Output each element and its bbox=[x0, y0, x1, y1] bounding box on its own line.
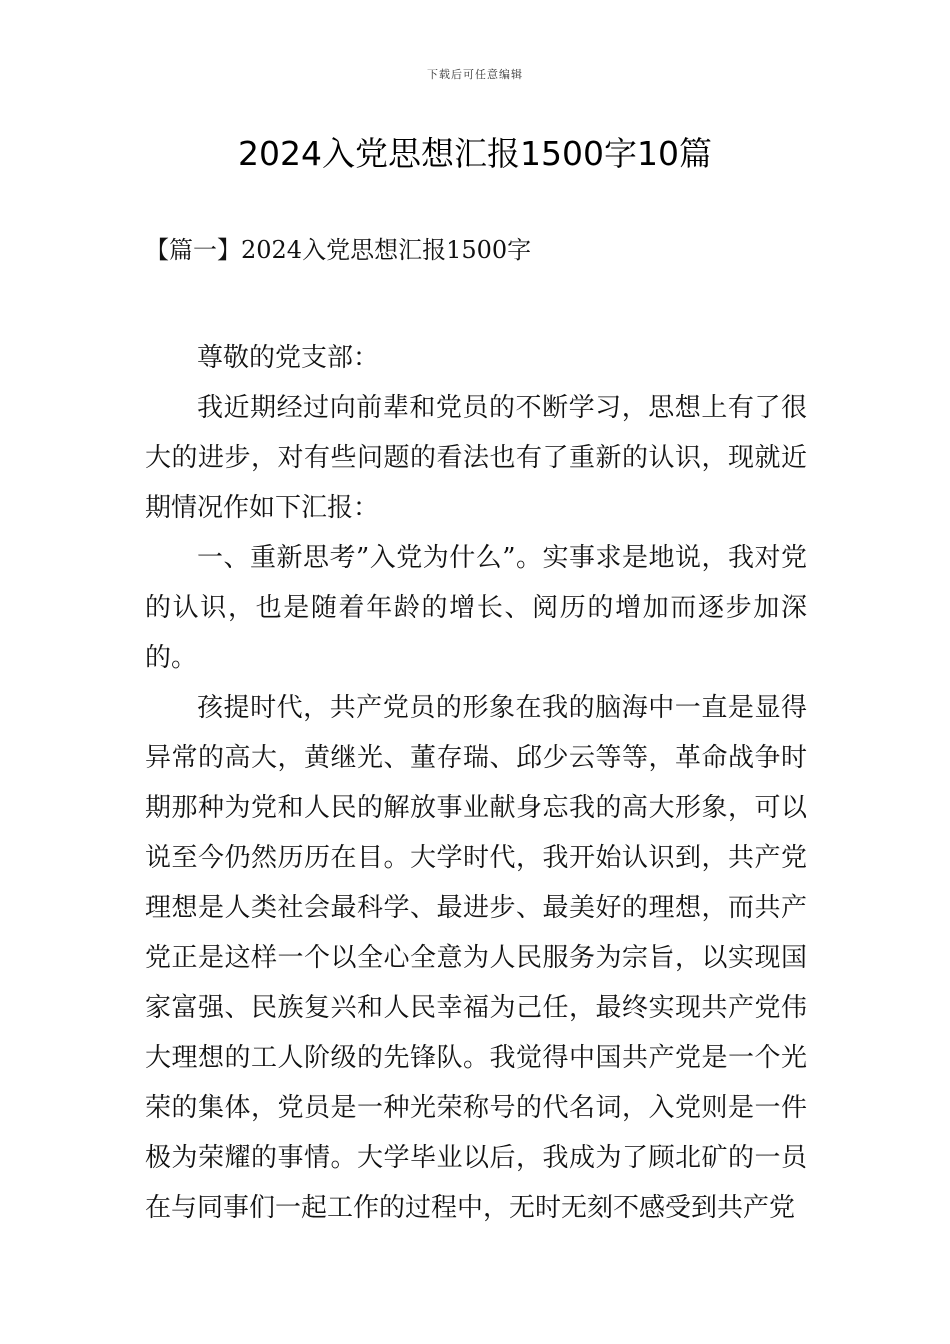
document-body bbox=[145, 333, 807, 1233]
document-title: 2024入党思想汇报1500字10篇 bbox=[238, 134, 712, 173]
section-heading: 【篇一】2024入党思想汇报1500字 bbox=[145, 236, 532, 264]
salutation-paragraph: 尊敬的党支部： bbox=[197, 343, 380, 373]
body-paragraph: 孩提时代，共产党员的形象在我的脑海中一直是显得异常的高大，黄继光、董存瑞、邱少云等等，革命战争时期那种为党和人民的解放事业献身忘我的高大形象，可以说至今仍然历历在目。大学时代，我开始认识到，共产党理想是人类社会最科学、最进步、最美好的理想，而共产党正是这样一个以全心全意为人民服务为宗旨，以实现国家富强、民族复兴和人民幸福为己任，最终实现共产党伟大理想的工人阶级的先锋队。我觉得中国共产党是一个光荣的集体，党员是一种光荣称号的代名词，入党则是一件极为荣耀的事情。大学毕业以后，我成为了顾北矿的一员在与同事们一起工作的过程中，无时无刻不感受到共产党 bbox=[145, 693, 807, 1223]
body-paragraph: 我近期经过向前辈和党员的不断学习，思想上有了很大的进步，对有些问题的看法也有了重新的认识，现就近期情况作如下汇报： bbox=[145, 393, 807, 523]
header-note: 下载后可任意编辑 bbox=[427, 68, 523, 81]
body-paragraph: 一、重新思考”入党为什么”。实事求是地说，我对党的认识，也是随着年龄的增长、阅历的增加而逐步加深的。 bbox=[145, 543, 807, 673]
